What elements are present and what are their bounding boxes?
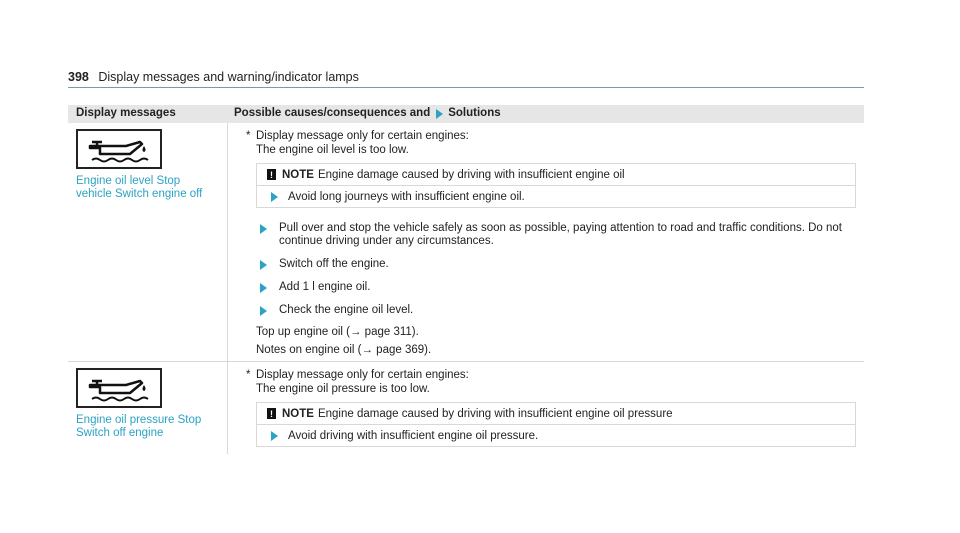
page-reference-link[interactable]: Top up engine oil (→ page 311). xyxy=(256,326,419,338)
display-message-text: Engine oil level Stop vehicle Switch engine off xyxy=(76,175,203,200)
step-arrow-icon xyxy=(260,283,267,293)
table-row xyxy=(68,123,864,362)
list-item: Add 1 l engine oil. xyxy=(246,281,856,294)
warning-icon: ! xyxy=(267,169,276,180)
engine-oil-level-icon xyxy=(76,129,162,169)
table-row xyxy=(68,362,864,454)
note-step: Avoid driving with insufficient engine oil pressure. xyxy=(288,429,539,442)
asterisk: * xyxy=(246,130,251,142)
note-text: Engine damage caused by driving with insufficient engine oil pressure xyxy=(317,407,673,420)
engine-note: Display message only for certain engines: xyxy=(256,369,469,381)
solution-arrow-icon xyxy=(436,109,443,119)
page-header xyxy=(68,70,359,84)
note-title: NOTE xyxy=(282,407,314,420)
note-title: NOTE xyxy=(282,168,314,181)
page-number: 398 xyxy=(68,70,89,84)
page-title: Display messages and warning/indicator lamps xyxy=(98,70,359,84)
col-causes-label: Possible causes/consequences and xyxy=(234,107,431,119)
note-step: Avoid long journeys with insufficient engine oil. xyxy=(288,190,525,203)
note-box xyxy=(256,402,856,447)
step-arrow-icon xyxy=(271,431,278,441)
cause-text: The engine oil level is too low. xyxy=(256,144,409,156)
warning-icon: ! xyxy=(267,408,276,419)
display-message-text: Engine oil pressure Stop Switch off engine xyxy=(76,414,202,439)
list-item: Pull over and stop the vehicle safely as soon as possible, paying attention to road and traffic conditions. Do not continue driving under any circumstances. xyxy=(246,222,856,248)
cause-text: The engine oil pressure is too low. xyxy=(256,383,430,395)
col-display-messages: Display messages xyxy=(76,107,176,119)
asterisk: * xyxy=(246,369,251,381)
step-arrow-icon xyxy=(260,224,267,234)
col-causes-solutions xyxy=(228,105,864,123)
col-solutions-label: Solutions xyxy=(448,107,501,119)
causes-solutions-cell xyxy=(228,123,864,361)
header-rule xyxy=(68,87,864,88)
page-reference-link[interactable]: Notes on engine oil (→ page 369). xyxy=(256,344,432,356)
display-message-cell xyxy=(68,362,228,454)
list-item: Switch off the engine. xyxy=(246,258,856,271)
step-arrow-icon xyxy=(260,306,267,316)
engine-oil-pressure-icon xyxy=(76,368,162,408)
display-messages-table xyxy=(68,105,864,454)
causes-solutions-cell xyxy=(228,362,864,454)
list-item: Check the engine oil level. xyxy=(246,304,856,317)
note-text: Engine damage caused by driving with insufficient engine oil xyxy=(317,168,625,181)
display-message-cell xyxy=(68,123,228,361)
table-header xyxy=(68,105,864,123)
engine-note: Display message only for certain engines: xyxy=(256,130,469,142)
step-arrow-icon xyxy=(260,260,267,270)
note-box xyxy=(256,163,856,208)
step-arrow-icon xyxy=(271,192,278,202)
